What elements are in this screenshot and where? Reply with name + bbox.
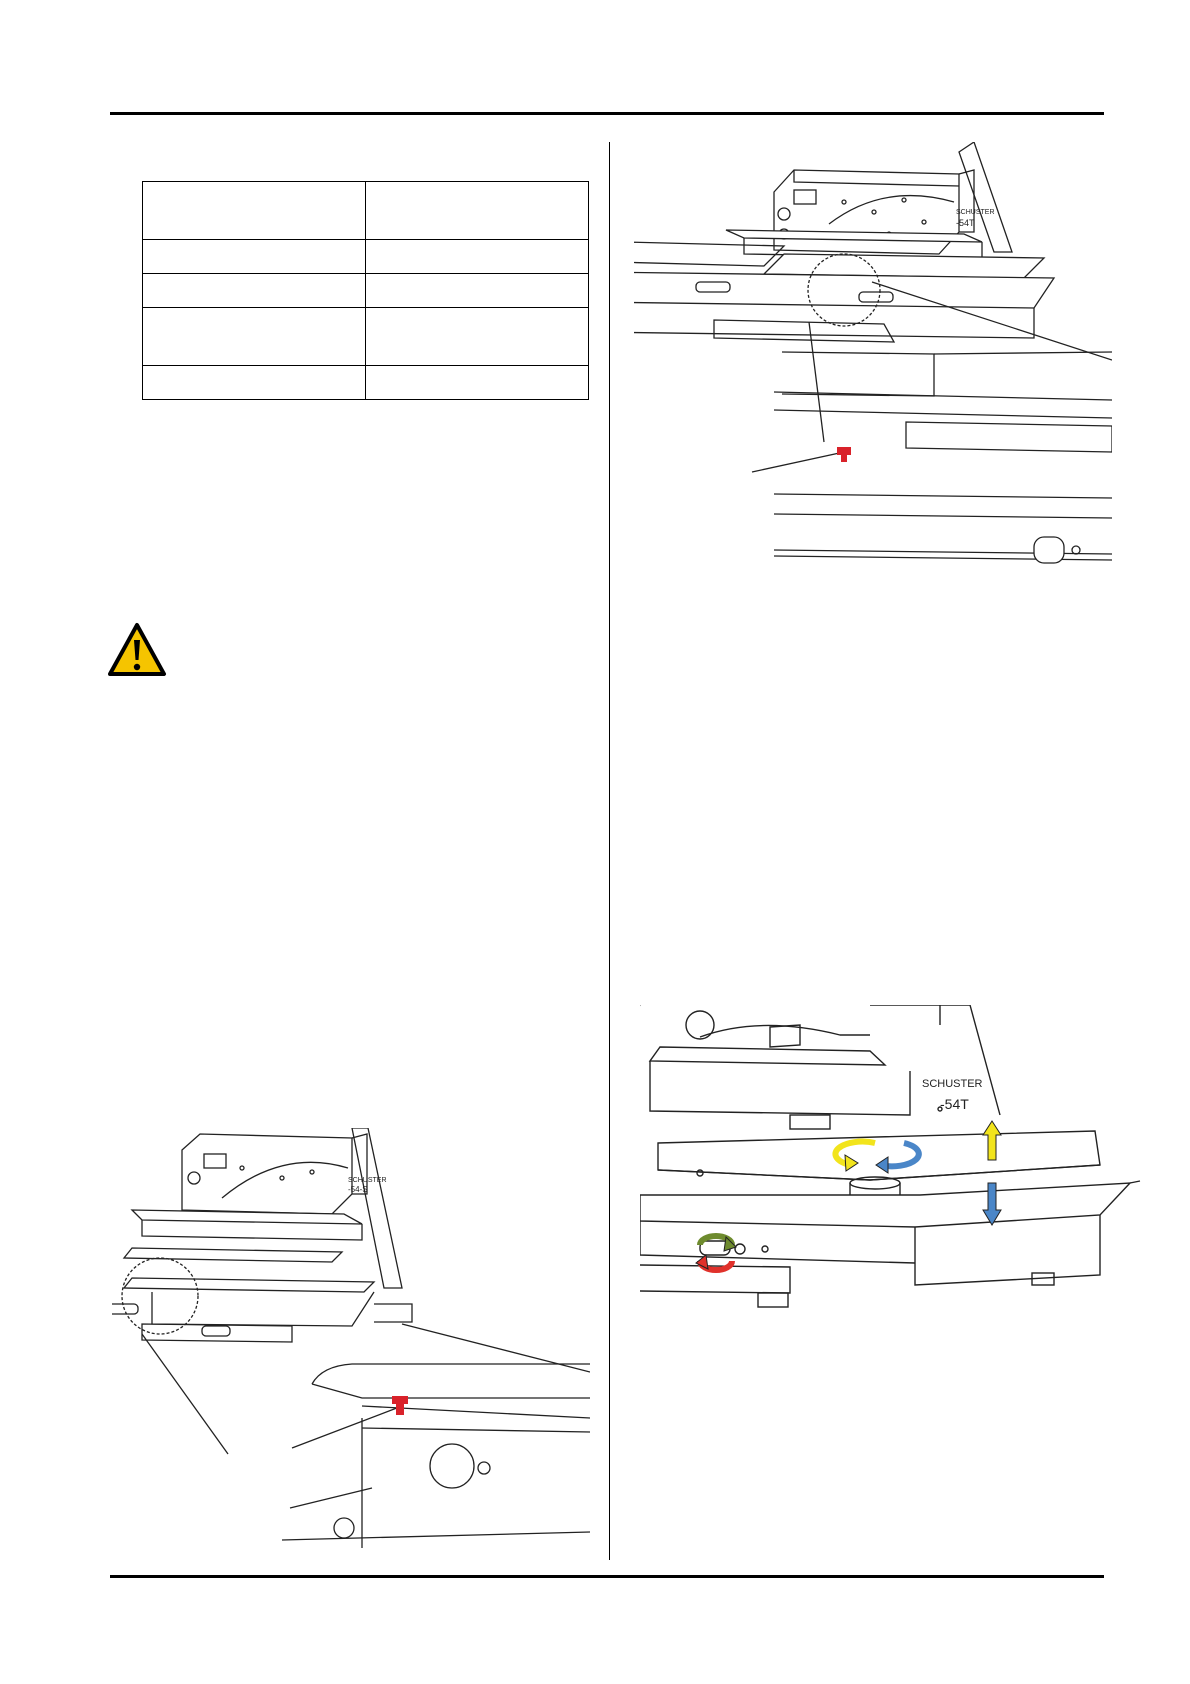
spec-table-cell (143, 182, 366, 240)
press-model-label: -54-S (348, 1185, 368, 1194)
red-locating-pin-icon (392, 1396, 408, 1415)
spec-table-cell (143, 366, 366, 400)
spec-table-cell (366, 308, 589, 366)
spec-table-cell (143, 308, 366, 366)
spec-table-row (143, 308, 589, 366)
column-divider (609, 142, 610, 1560)
spec-table-cell (143, 274, 366, 308)
spec-table-row (143, 274, 589, 308)
spec-table (142, 181, 589, 400)
press-model-label: -54T (956, 218, 975, 228)
red-locating-pin-icon (837, 447, 851, 462)
press-brand-label: SCHUSTER (348, 1177, 387, 1184)
spec-table-cell (366, 274, 589, 308)
warning-triangle-icon (107, 622, 167, 678)
spec-table-cell (366, 366, 589, 400)
figure-platen-adjustment (640, 1005, 1155, 1325)
press-brand-label: SCHUSTER (956, 209, 995, 216)
spec-table-row (143, 182, 589, 240)
spec-table-row (143, 366, 589, 400)
footer-rule (110, 1575, 1104, 1578)
spec-table-cell (143, 240, 366, 274)
spec-table-cell (366, 240, 589, 274)
press-brand-label: SCHUSTER (922, 1078, 983, 1090)
spec-table-row (143, 240, 589, 274)
spec-table-cell (366, 182, 589, 240)
figure-press-top-detail (634, 142, 1112, 612)
figure-press-base-detail (112, 1128, 590, 1548)
header-rule (110, 112, 1104, 115)
press-model-label: -54T (940, 1096, 969, 1112)
